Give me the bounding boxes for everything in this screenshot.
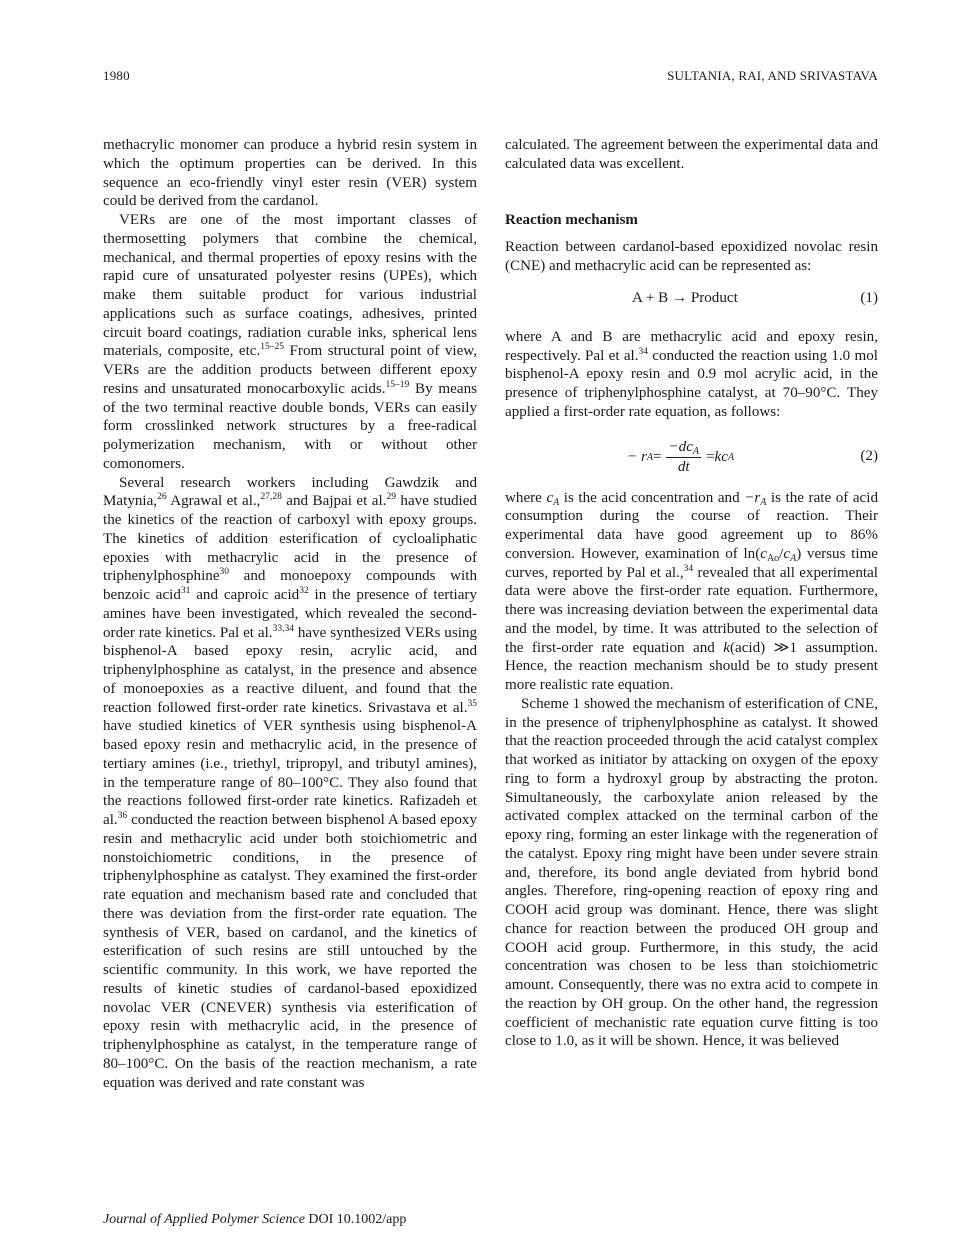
page-number: 1980: [103, 68, 130, 83]
running-head: SULTANIA, RAI, AND SRIVASTAVA: [667, 68, 878, 83]
citation: 26: [157, 492, 167, 503]
paragraph: calculated. The agreement between the experimental data and calculated data was excellent.: [505, 137, 878, 172]
equation-body: A + B → Product: [632, 289, 738, 306]
equation-number: (1): [860, 289, 878, 306]
section-heading: Reaction mechanism: [505, 211, 638, 228]
citation: 35: [467, 698, 477, 709]
equation-number: (2): [860, 447, 878, 464]
paragraph: where $c_A$ is the acid concentration and $-r_A$ is the rate of acid consumption during the course of reaction. Their experimental data have good agreement up to 86% conversion. However, examination of $\ln(c_{Ao}/c_A)$ versus time curves, reported by Pal et al.,$^{34}$ revealed that all experimental data were above the first-order rate equation. Furthermore, there was increasing deviation between the experimental data and the model, by time. It was attributed to the selection of the first-order rate equation and k(acid) ≫1 assumption. Hence, the reaction mechanism should be to study present more realistic rate equation.: [505, 489, 879, 693]
paragraph: VERs are one of the most important classes of thermosetting polymers that combine the chemical, mechanical, and thermal properties of epoxy resins with the rapid cure of unsaturated polyester resins (UPEs), which make them suitable product for various industrial applications such as surface coatings, adhesives, printed circuit board coatings, radiation curable inks, spherical lens materials, composite, etc.$^{15-25}$ From structural point of view, VERs are the addition products between different epoxy resins and unsaturated monocarboxylic acids.$^{15-19}$ By means of the two terminal reactive double bonds, VERs can easily form crosslinked network structures by a free-radical polymerization mechanism, with or without other comonomers.: [103, 212, 477, 472]
citation: 31: [180, 586, 191, 596]
paragraph: Several research workers including Gawdzik and Matynia,$^{26}$ Agrawal et al.,$^{27,28}$ and Bajpai et al.$^{29}$ have studied the kinetics of the reaction of carboxyl with epoxy groups. The kinetics of addition esterification of cycloaliphatic epoxies with methacrylic acid in the presence of triphenylphosphine$^{30}$ and monoepoxy compounds with benzoic acid$^{31}$ and caproic acid$^{32}$ in the presence of tertiary amines have been investigated, which revealed the second-order rate kinetics. Pal et al.$^{33,34}$ have synthesized VERs using bisphenol-A based epoxy resin, acrylic acid, and triphenylphosphine as catalyst, in the presence and absence of monoepoxies as a reactive diluent, and found that the reaction followed first-order rate kinetics. Srivastava et al.$^{35}$ have studied kinetics of VER synthesis using bisphenol-A based epoxy resin and methacrylic acid, in the presence of tertiary amines (i.e., triethyl, tripropyl, and tributyl amines), in the temperature range of 80–100°C. They also found that the reactions followed first-order rate kinetics. Rafizadeh et al.$^{36}$ conducted the reaction between bisphenol A based epoxy resin and methacrylic acid under both stoichiometric and nonstoichiometric conditions, in the presence of triphenylphosphine as catalyst. They examined the first-order rate equation and mechanism based rate and concluded that there was deviation from the first-order rate equation. The synthesis of VER, based on cardanol, and the kinetics of esterification of such resins are still untouched by the scientific community. In this work, we have reported the results of kinetic studies of cardanol-based epoxidized novolac VER (CNEVER) synthesis via esterification of epoxy resin with methacrylic acid, in the presence of triphenylphosphine as catalyst, in the temperature range of 80–100°C. On the basis of the reaction mechanism, a rate equation was derived and rate constant was: [103, 474, 477, 1091]
citation: 33,34: [272, 623, 294, 634]
equation-body: − r A = $\frac{-dc_A}{dt}$ = kc A: [627, 439, 735, 475]
doi: DOI 10.1002/app: [304, 1212, 407, 1227]
page-header: [103, 68, 878, 88]
paragraph: where A and B are methacrylic acid and epoxy resin, respectively. Pal et al.$^{34}$ conducted the reaction using 1.0 mol bisphenol-A epoxy resin and 0.9 mol acrylic acid, in the presence of triphenylphosphine catalyst, at 70–90°C. They applied a first-order rate equation, as follows:: [505, 328, 878, 420]
equation-1: [505, 289, 878, 311]
citation: 34: [638, 346, 648, 357]
citation: 15–19: [385, 379, 410, 390]
paragraph: Reaction between cardanol-based epoxidized novolac resin (CNE) and methacrylic acid can be represented as:: [505, 239, 878, 274]
citation: 32: [299, 586, 309, 596]
journal-name: Journal of Applied Polymer Science: [103, 1212, 305, 1227]
citation: 27,28: [260, 492, 282, 503]
paragraph: Scheme 1 showed the mechanism of esterification of CNE, in the presence of triphenylphosphine as catalyst. It showed that the reaction proceeded through the acid catalyst complex that worked as initiator by attacking on oxygen of the epoxy ring to form a hydroxyl group by abstracting the proton. Simultaneously, the carboxylate anion released by the activated complex attacked on the terminal carbon of the epoxy ring, forming an ester linkage with the regeneration of the catalyst. Epoxy ring might have been under severe strain and, therefore, its bond angle deviated from hybrid bond angles. Therefore, ring-opening reaction of epoxy ring and COOH acid group was dominant. Hence, there was slight chance for reaction between the produced OH group and COOH acid group. Furthermore, in this study, the acid concentration was chosen to be less than stoichiometric amount. Consequently, there was no extra acid to compete in the reaction by OH group. On the other hand, the regression coefficient of mechanistic rate equation curve fitting is too close to 1.0, as it will be shown. Hence, it was believed: [505, 695, 878, 1050]
equation-2: [505, 436, 878, 480]
citation: 29: [386, 492, 396, 503]
citation: 34: [683, 563, 694, 574]
left-column: [103, 136, 477, 1092]
right-column: [505, 136, 878, 1051]
citation: 36: [117, 811, 128, 821]
fraction: $\frac{-dc_A}{dt}$: [668, 439, 700, 475]
page-footer: [103, 1212, 406, 1228]
paragraph: methacrylic monomer can produce a hybrid resin system in which the optimum properties can be derived. In this sequence an eco-friendly vinyl ester resin (VER) system could be derived from the cardanol.: [103, 137, 477, 210]
citation: 30: [219, 567, 230, 578]
citation: 15–25: [260, 342, 285, 353]
